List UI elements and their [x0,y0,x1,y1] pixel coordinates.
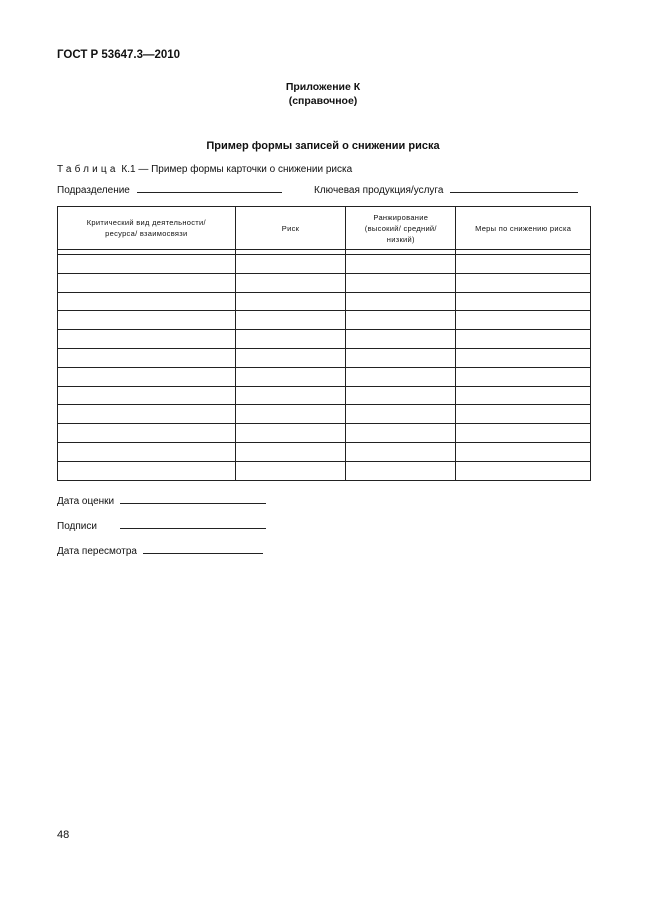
header-line: Критический вид деятельности/ [86,218,206,227]
department-field [57,182,282,196]
table-cell[interactable] [346,442,456,461]
table-cell[interactable] [235,424,346,443]
review-date-label: Дата пересмотра [57,546,137,557]
key-product-input-line[interactable] [450,182,578,193]
risk-reduction-table [57,206,591,481]
annex-subtitle: (справочное) [288,95,358,107]
form-title: Пример формы записей о снижении риска [206,140,440,152]
table-header-row [58,207,591,250]
signatures-input-line[interactable] [120,518,266,529]
table-cell[interactable] [58,461,236,480]
signatures-label: Подписи [57,521,97,532]
table-cell[interactable] [346,367,456,386]
table-row [58,330,591,349]
evaluation-date-label: Дата оценки [57,496,115,507]
header-line: Риск [281,223,300,233]
table-cell[interactable] [456,348,591,367]
table-cell[interactable] [235,292,346,311]
table-row [58,292,591,311]
column-header-ranking [346,207,456,250]
table-cell[interactable] [346,311,456,330]
evaluation-date-input-line[interactable] [120,493,266,504]
table-cell[interactable] [346,386,456,405]
table-cell[interactable] [58,424,236,443]
table-cell[interactable] [58,405,236,424]
header-line: Ранжирование [373,212,429,222]
table-cell[interactable] [58,442,236,461]
annex-heading [0,80,646,108]
table-row [58,311,591,330]
header-line: ресурса/ взаимосвязи [105,229,188,238]
header-line: низкий) [386,234,415,244]
evaluation-date-field [57,493,266,507]
table-cell[interactable] [456,311,591,330]
annex-title: Приложение К [285,81,361,93]
table-cell[interactable] [456,405,591,424]
table-row [58,367,591,386]
header-line: (высокий/ средний/ [364,223,437,233]
table-row [58,442,591,461]
table-cell[interactable] [235,255,346,274]
table-cell[interactable] [235,405,346,424]
table-cell[interactable] [346,405,456,424]
column-header-risk [235,207,346,250]
table-cell[interactable] [456,461,591,480]
page-number: 48 [57,829,70,841]
table-cell[interactable] [235,442,346,461]
table-cell[interactable] [235,348,346,367]
review-date-field [57,543,263,557]
table-cell[interactable] [235,273,346,292]
table-caption-prefix: Таблица [57,164,119,175]
table-cell[interactable] [235,367,346,386]
key-product-field [314,182,578,196]
table-cell[interactable] [346,255,456,274]
table-cell[interactable] [235,330,346,349]
table-cell[interactable] [58,273,236,292]
table-cell[interactable] [456,424,591,443]
table-row [58,461,591,480]
table-cell[interactable] [346,424,456,443]
table-cell[interactable] [235,386,346,405]
column-header-activity [58,207,236,250]
department-input-line[interactable] [137,182,282,193]
column-header-measures [456,207,591,250]
table-cell[interactable] [456,273,591,292]
signatures-field [57,518,266,532]
table-cell[interactable] [235,461,346,480]
document-code: ГОСТ Р 53647.3—2010 [57,49,181,61]
table-row [58,424,591,443]
table-cell[interactable] [346,461,456,480]
table-row [58,405,591,424]
table-cell[interactable] [456,255,591,274]
table-cell[interactable] [58,311,236,330]
table-cell[interactable] [456,442,591,461]
table-cell[interactable] [58,330,236,349]
table-cell[interactable] [346,330,456,349]
table-cell[interactable] [58,367,236,386]
key-product-label: Ключевая продукция/услуга [314,185,444,196]
table-row [58,255,591,274]
table-row [58,348,591,367]
table-cell[interactable] [346,273,456,292]
table-cell[interactable] [456,367,591,386]
table-cell[interactable] [456,292,591,311]
table-cell[interactable] [58,292,236,311]
review-date-input-line[interactable] [143,543,263,554]
department-label: Подразделение [57,185,130,196]
table-cell[interactable] [58,255,236,274]
table-cell[interactable] [235,311,346,330]
table-cell[interactable] [456,386,591,405]
table-body [58,255,591,481]
header-line: Меры по снижению риска [475,223,572,233]
table-caption [57,164,352,175]
table-cell[interactable] [346,292,456,311]
table-cell[interactable] [58,348,236,367]
table-row [58,273,591,292]
table-cell[interactable] [456,330,591,349]
table-row [58,386,591,405]
table-cell[interactable] [58,386,236,405]
table-caption-text: К.1 — Пример формы карточки о снижении риска [121,164,353,175]
table-cell[interactable] [346,348,456,367]
